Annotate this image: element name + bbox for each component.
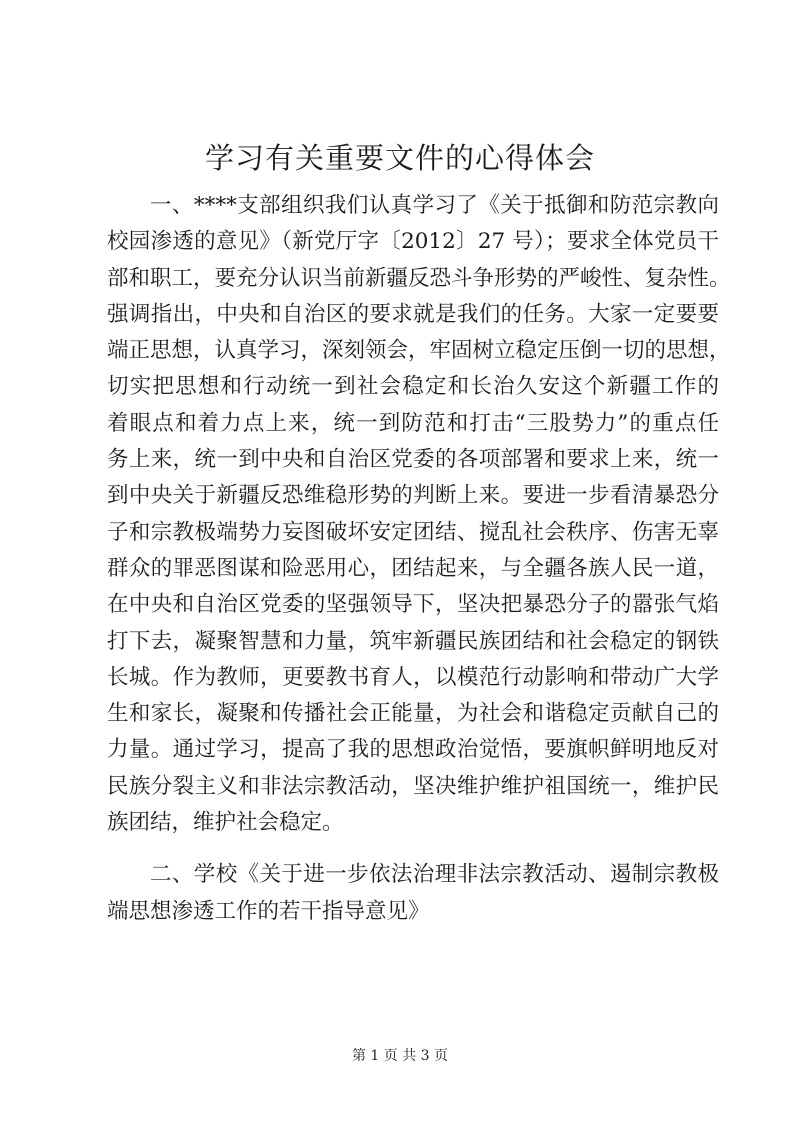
paragraph-line: 端正思想，认真学习，深刻领会，牢固树立稳定压倒一切的思想， xyxy=(107,338,731,364)
paragraph-line: 务上来，统一到中央和自治区党委的各项部署和要求上来，统一 xyxy=(107,447,719,473)
paragraph-line: 子和宗教极端势力妄图破坏安定团结、搅乱社会秩序、伤害无辜 xyxy=(107,519,719,545)
paragraph-line: 民族分裂主义和非法宗教活动，坚决维护维护祖国统一，维护民 xyxy=(107,773,719,799)
document-body xyxy=(107,188,731,930)
page-number-footer: 第 1 页 共 3 页 xyxy=(351,1048,449,1064)
paragraph-line: 部和职工，要充分认识当前新疆反恐斗争形势的严峻性、复杂性。 xyxy=(107,265,731,291)
paragraph-line: 在中央和自治区党委的坚强领导下，坚决把暴恐分子的嚣张气焰 xyxy=(107,592,719,618)
paragraph-line: 一、****支部组织我们认真学习了《关于抵御和防范宗教向 xyxy=(150,193,719,218)
paragraph-line: 长城。作为教师，更要教书育人，以模范行动影响和带动广大学 xyxy=(107,664,719,690)
paragraph-1 xyxy=(107,188,731,841)
paragraph-line: 着眼点和着力点上来，统一到防范和打击“三股势力”的重点任 xyxy=(107,410,719,436)
paragraph-line: 群众的罪恶图谋和险恶用心，团结起来，与全疆各族人民一道， xyxy=(107,555,719,581)
paragraph-line: 族团结，维护社会稳定。 xyxy=(107,810,344,836)
paragraph-line: 端思想渗透工作的若干指导意见》 xyxy=(107,898,430,924)
paragraph-line: 切实把思想和行动统一到社会稳定和长治久安这个新疆工作的 xyxy=(107,374,719,400)
paragraph-line: 二、学校《关于进一步依法治理非法宗教活动、遏制宗教极 xyxy=(150,862,719,888)
paragraph-line: 校园渗透的意见》（新党厅字〔2012〕27 号）；要求全体党员干 xyxy=(107,229,719,255)
paragraph-line: 强调指出，中央和自治区的要求就是我们的任务。大家一定要要 xyxy=(107,301,719,327)
paragraph-2 xyxy=(107,857,719,930)
paragraph-line: 打下去，凝聚智慧和力量，筑牢新疆民族团结和社会稳定的钢铁 xyxy=(107,628,719,654)
paragraph-line: 力量。通过学习，提高了我的思想政治觉悟，要旗帜鲜明地反对 xyxy=(107,737,719,763)
paragraph-line: 到中央关于新疆反恐维稳形势的判断上来。要进一步看清暴恐分 xyxy=(107,483,719,509)
paragraph-line: 生和家长，凝聚和传播社会正能量，为社会和谐稳定贡献自己的 xyxy=(107,701,719,727)
document-title: 学习有关重要文件的心得体会 xyxy=(204,141,595,175)
